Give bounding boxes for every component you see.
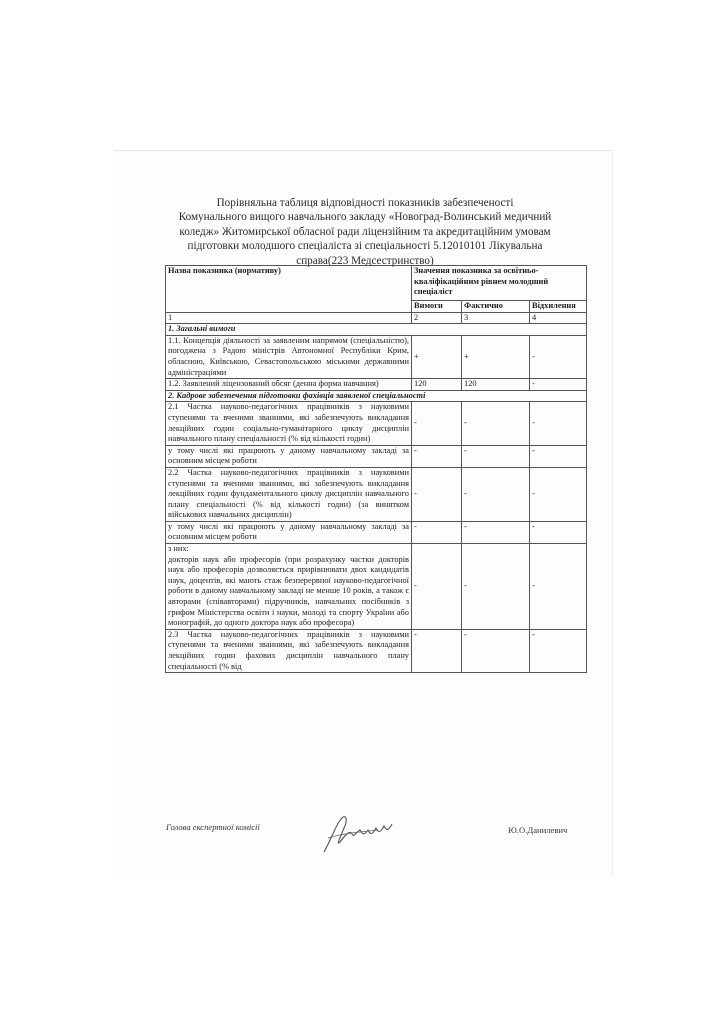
requirement-value: -: [412, 445, 462, 467]
deviation-value: -: [530, 335, 587, 378]
table-row: [166, 379, 587, 391]
indicator-text: 2.3 Частка науково-педагогічних працівників з науковими ступенями та вченими званнями, які забезпечують викладання лекційних годин фахових дисциплін навчального плану спеціальності (% від: [166, 629, 412, 672]
actual-value: -: [462, 467, 530, 521]
deviation-value: -: [530, 467, 587, 521]
actual-value: -: [462, 445, 530, 467]
title-line: Комунального вищого навчального закладу «Новоград-Волинський медичний: [178, 211, 552, 224]
column-number: 4: [530, 312, 587, 324]
section-row: [166, 324, 587, 336]
indicator-text: 1.1. Концепція діяльності за заявленим напрямом (спеціальністю), погоджена з Радою міністрів Автономної Республіки Крим, обласною, Київською, Севастопольською міськими державними адміністраціями: [166, 335, 412, 378]
indicator-text: 2.2 Частка науково-педагогічних працівників з науковими ступенями та вченими званнями, які забезпечують викладання лекційних годин фундаментального циклу дисциплін навчального плану спеціальності (% від кількості годин) (за винятком військових навчальних дисциплін): [166, 467, 412, 521]
header-deviation: Відхилення: [530, 301, 587, 313]
indicator-text-cell: [166, 544, 412, 630]
table-row: [166, 467, 587, 521]
table-row: [166, 335, 587, 378]
title-line: коледж» Житомирської обласної ради ліцензійним та акредитаційним умовам: [179, 225, 551, 238]
header-values-group: Значення показника за освітньо-кваліфікаційним рівнем молодший спеціаліст: [412, 266, 587, 301]
deviation-value: -: [530, 521, 587, 543]
section-row: [166, 390, 587, 402]
header-actual: Фактично: [462, 301, 530, 313]
actual-value: -: [462, 544, 530, 630]
requirement-value: -: [412, 467, 462, 521]
deviation-value: -: [530, 544, 587, 630]
commission-head-name: Ю.О.Данилевич: [508, 825, 568, 835]
section-heading: 1. Загальні вимоги: [166, 324, 587, 336]
title-line: справа(223 Медсестринство): [296, 254, 434, 267]
deviation-value: -: [530, 379, 587, 391]
requirement-value: -: [412, 521, 462, 543]
deviation-value: -: [530, 402, 587, 445]
column-number: 3: [462, 312, 530, 324]
header-requirements: Вимоги: [412, 301, 462, 313]
column-number: 2: [412, 312, 462, 324]
requirement-value: -: [412, 402, 462, 445]
requirement-value: 120: [412, 379, 462, 391]
table-row: [166, 521, 587, 543]
requirement-value: -: [412, 629, 462, 672]
header-row: [166, 266, 587, 301]
section-heading: 2. Кадрове забезпечення підготовки фахівців заявленої спеціальності: [166, 390, 587, 402]
actual-value: 120: [462, 379, 530, 391]
requirement-value: -: [412, 544, 462, 630]
actual-value: +: [462, 335, 530, 378]
comparison-table: [165, 265, 587, 673]
header-name-cell: Назва показника (нормативу): [166, 266, 412, 313]
indicator-text: докторів наук або професорів (при розрахунку частки докторів наук або професорів дозволяється прирівнювати двох кандидатів наук, доцентів, які мають стаж безперервної науково-педагогічної роботи в даному навчальному закладі не менше 10 років, а також є авторами (співавторами) підручників, навчальних посібників з грифом Міністерства освіти і науки, молоді та спорту України або монографій, до одного доктора наук або професора): [168, 554, 409, 628]
subgroup-label: з них:: [168, 544, 189, 554]
table-row: [166, 544, 587, 630]
table-row: [166, 445, 587, 467]
indicator-text: у тому числі які працюють у даному навчальному закладі за основним місцем роботи: [166, 445, 412, 467]
actual-value: -: [462, 521, 530, 543]
actual-value: -: [462, 629, 530, 672]
deviation-value: -: [530, 629, 587, 672]
column-number: 1: [166, 312, 412, 324]
commission-head-label: Голова експертної комісії: [166, 822, 260, 832]
column-numbers-row: [166, 312, 587, 324]
document-title: [150, 196, 580, 268]
requirement-value: +: [412, 335, 462, 378]
table-row: [166, 402, 587, 445]
indicator-text: у тому числі які працюють у даному навчальному закладі за основним місцем роботи: [166, 521, 412, 543]
indicator-text: 2.1 Частка науково-педагогічних працівників з науковими ступенями та вченими званнями, які забезпечують викладання лекційних годин соціально-гуманітарного циклу дисциплін навчального плану спеціальності (% від кількості годин): [166, 402, 412, 445]
title-line: Порівняльна таблиця відповідності показників забезпеченості: [216, 197, 514, 209]
indicator-text: 1.2. Заявлений ліцензований обсяг (денна форма навчання): [166, 379, 412, 391]
actual-value: -: [462, 402, 530, 445]
handwritten-signature: [318, 808, 398, 856]
table-row: [166, 629, 587, 672]
deviation-value: -: [530, 445, 587, 467]
title-line: підготовки молодшого спеціаліста зі спеціальності 5.12010101 Лікувальна: [187, 240, 543, 253]
